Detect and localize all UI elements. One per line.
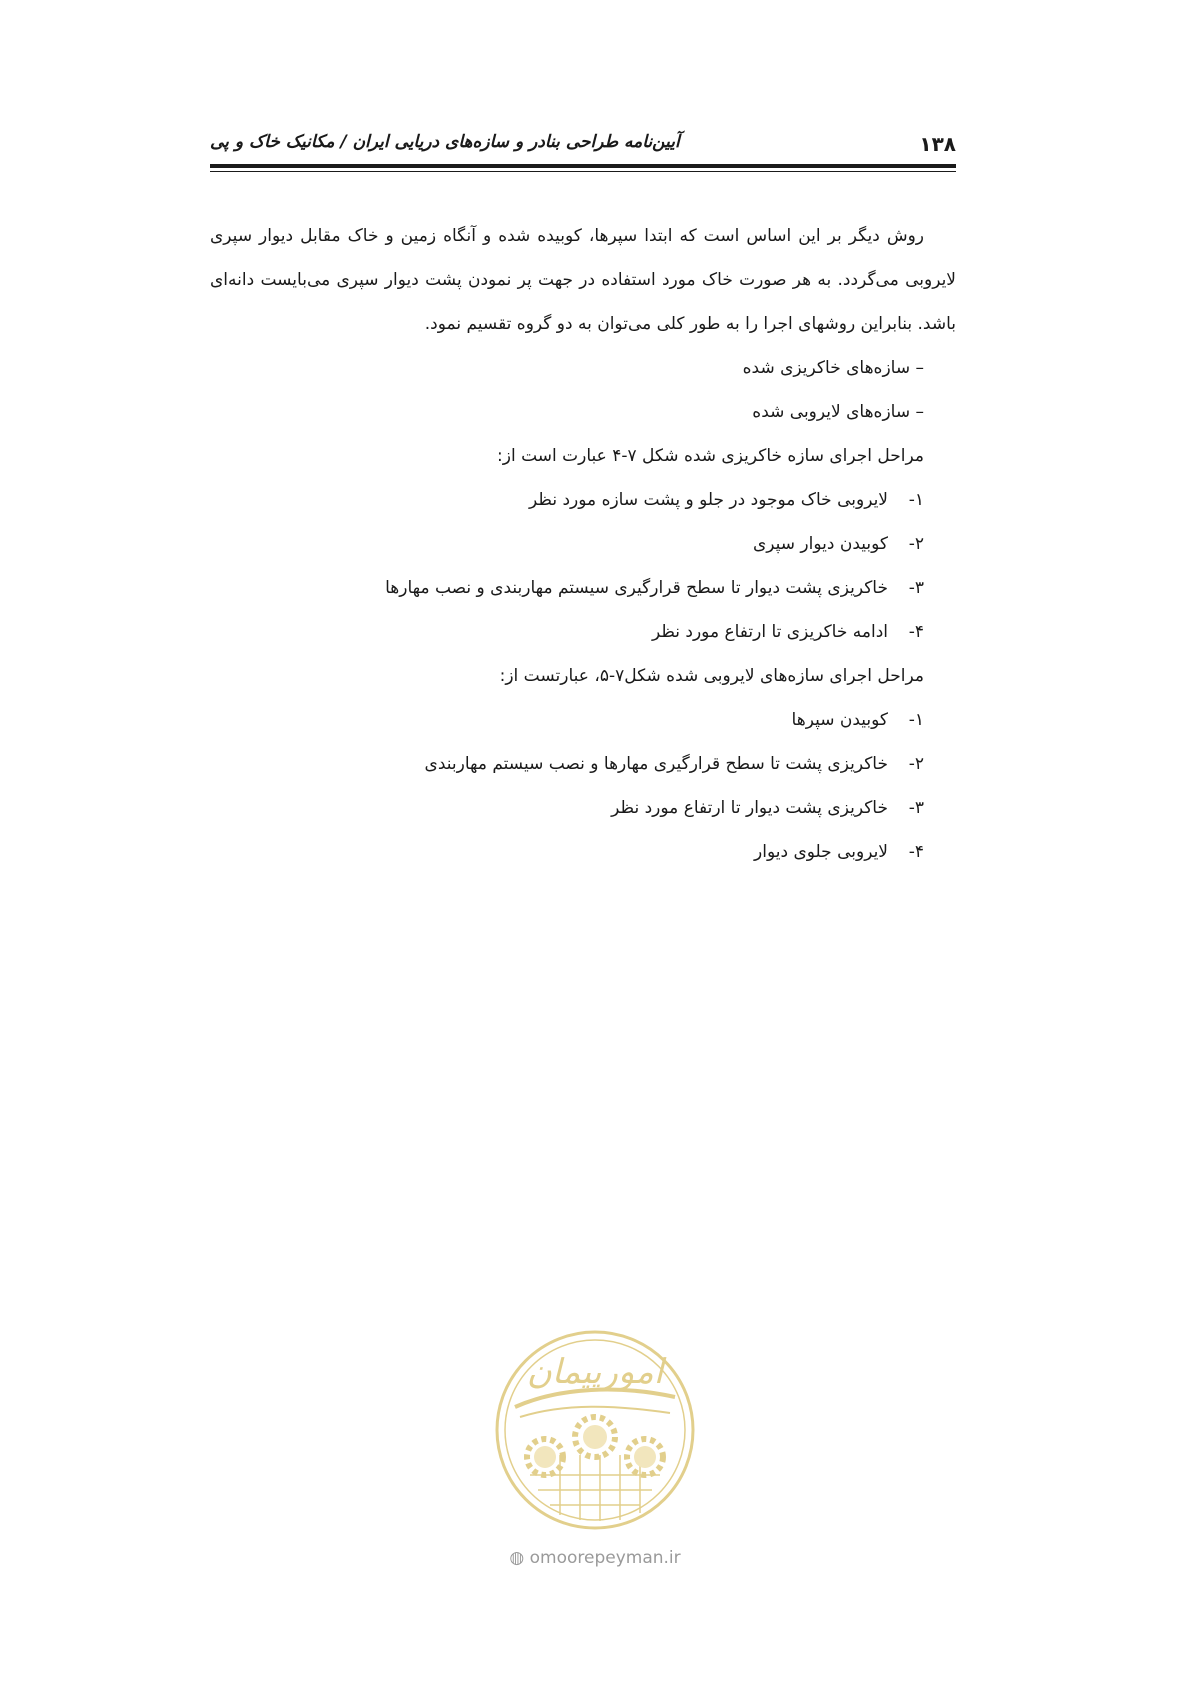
list-item-number: ۴- <box>908 842 924 862</box>
body-text <box>210 214 956 874</box>
running-title: آیین‌نامه طراحی بنادر و سازه‌های دریایی ایران / مکانیک خاک و پی <box>210 132 680 152</box>
list-item-text: لایروبی خاک موجود در جلو و پشت سازه مورد نظر <box>529 490 888 510</box>
list-item <box>210 742 956 786</box>
list-item-number: ۲- <box>908 754 924 774</box>
watermark-seal-icon <box>490 1325 700 1535</box>
group-item-dredged: – سازه‌های لایروبی شده <box>752 402 924 422</box>
page-header <box>210 126 956 166</box>
list-item-number: ۱- <box>908 490 924 510</box>
section-b-intro: مراحل اجرای سازه‌های لایروبی شده شکل۷-۵، عبارتست از: <box>499 666 924 686</box>
list-item <box>210 698 956 742</box>
header-rule-thin <box>210 171 956 172</box>
watermark-url <box>490 1548 700 1568</box>
watermark-url-text: omoorepeyman.ir <box>529 1548 681 1568</box>
watermark-logo-text: امورپیمان <box>526 1352 664 1392</box>
list-item-text: خاکریزی پشت دیوار تا سطح قرارگیری سیستم مهاربندی و نصب مهارها <box>385 578 888 598</box>
page-number: ۱۳۸ <box>919 132 956 156</box>
list-item-text: کوبیدن دیوار سپری <box>752 534 888 554</box>
list-item-text: خاکریزی پشت تا سطح قرارگیری مهارها و نصب سیستم مهاربندی <box>424 754 888 774</box>
intro-paragraph: روش دیگر بر این اساس است که ابتدا سپرها، کوبیده شده و آنگاه زمین و خاک مقابل دیوار سپری لایروبی می‌گردد. به هر صورت خاک مورد استفاده در جهت پر نمودن پشت دیوار سپری می‌بایست دانه‌ای باشد. بنابراین روشهای اجرا را به طور کلی می‌توان به دو گروه تقسیم نمود. <box>210 226 956 334</box>
globe-icon: ◍ <box>509 1548 525 1568</box>
list-item-number: ۱- <box>908 710 924 730</box>
list-item <box>210 522 956 566</box>
list-item <box>210 786 956 830</box>
list-item-number: ۴- <box>908 622 924 642</box>
list-item <box>210 566 956 610</box>
section-a-intro: مراحل اجرای سازه خاکریزی شده شکل ۷-۴ عبارت است از: <box>497 446 924 466</box>
list-item <box>210 830 956 874</box>
list-item <box>210 610 956 654</box>
list-item-text: ادامه خاکریزی تا ارتفاع مورد نظر <box>651 622 888 642</box>
list-item-text: خاکریزی پشت دیوار تا ارتفاع مورد نظر <box>611 798 888 818</box>
group-item-filled: – سازه‌های خاکریزی شده <box>742 358 924 378</box>
list-item-number: ۳- <box>908 578 924 598</box>
list-item-text: کوبیدن سپرها <box>791 710 888 730</box>
list-item-text: لایروبی جلوی دیوار <box>754 842 888 862</box>
list-item <box>210 478 956 522</box>
list-item-number: ۳- <box>908 798 924 818</box>
header-rule-thick <box>210 164 956 168</box>
list-item-number: ۲- <box>908 534 924 554</box>
